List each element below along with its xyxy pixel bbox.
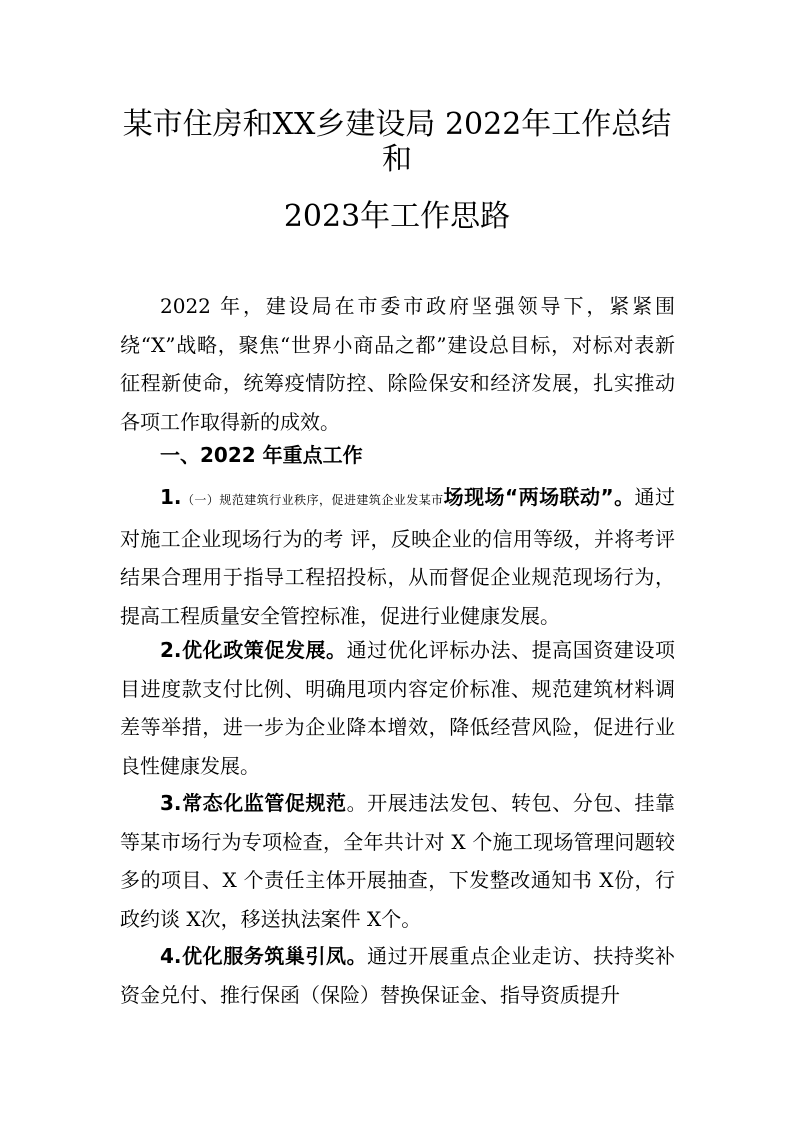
item-2-body: 通过优化评标办法、提高国资建设项目进度款支付比例、明确甩项内容定价标准、规范建筑材料调差等举措，进一步为企业降本增效，降低经营风险，促进行业良性健康发展。 — [120, 638, 676, 778]
item-1-lead: 场现场“两场联动”。 — [443, 485, 635, 509]
item-4-number: 4. — [160, 944, 182, 968]
item-3-lead: 常态化监管促规范 — [181, 791, 347, 815]
section-heading: 一、2022 年重点工作 — [160, 443, 363, 467]
document-title-line-3: 2023年工作思路 — [283, 199, 511, 234]
item-3-body: 。开展违法发包、转包、分包、挂靠等某市场行为专项检查，全年共计对 X 个施工现场管理问题较多的项目、X 个责任主体开展抽查，下发整改通知书 X份，行政约谈 X次，移送执法案件 X个。 — [120, 791, 676, 931]
item-2-paragraph — [120, 631, 675, 785]
item-1-number: 1. — [160, 485, 182, 509]
item-4-lead: 优化服务筑巢引凤。 — [181, 944, 368, 968]
document-title-line-1: 某市住房和XX乡建设局 2022年工作总结 — [122, 107, 672, 142]
item-2-lead: 优化政策促发展。 — [181, 638, 347, 662]
document-title-line-2: 和 — [382, 142, 412, 177]
intro-paragraph: 2022 年，建设局在市委市政府坚强领导下，紧紧围绕“X”战略，聚焦“世界小商品之都”建设总目标，对标对表新征程新使命，统筹疫情防控、除险保安和经济发展，扎实推动各项工作取得新的成效。 — [120, 294, 675, 434]
item-3-paragraph — [120, 784, 675, 938]
item-3-number: 3. — [160, 791, 182, 815]
item-1-lead-small: （一）规范建筑行业秩序，促进建筑企业发某市 — [181, 493, 444, 507]
item-2-number: 2. — [160, 638, 182, 662]
item-1-body: 通过对施工企业现场行为的考 评，反映企业的信用等级，并将考评结果合理用于指导工程招投标，从而督促企业规范现场行为，提高工程质量安全管控标准，促进行业健康发展。 — [120, 485, 675, 628]
item-4-paragraph — [120, 937, 675, 1014]
item-4-body: 通过开展重点企业走访、扶持奖补资金兑付、推行保函（保险）替换保证金、指导资质提升 — [120, 944, 676, 1007]
item-1-paragraph — [120, 478, 675, 635]
